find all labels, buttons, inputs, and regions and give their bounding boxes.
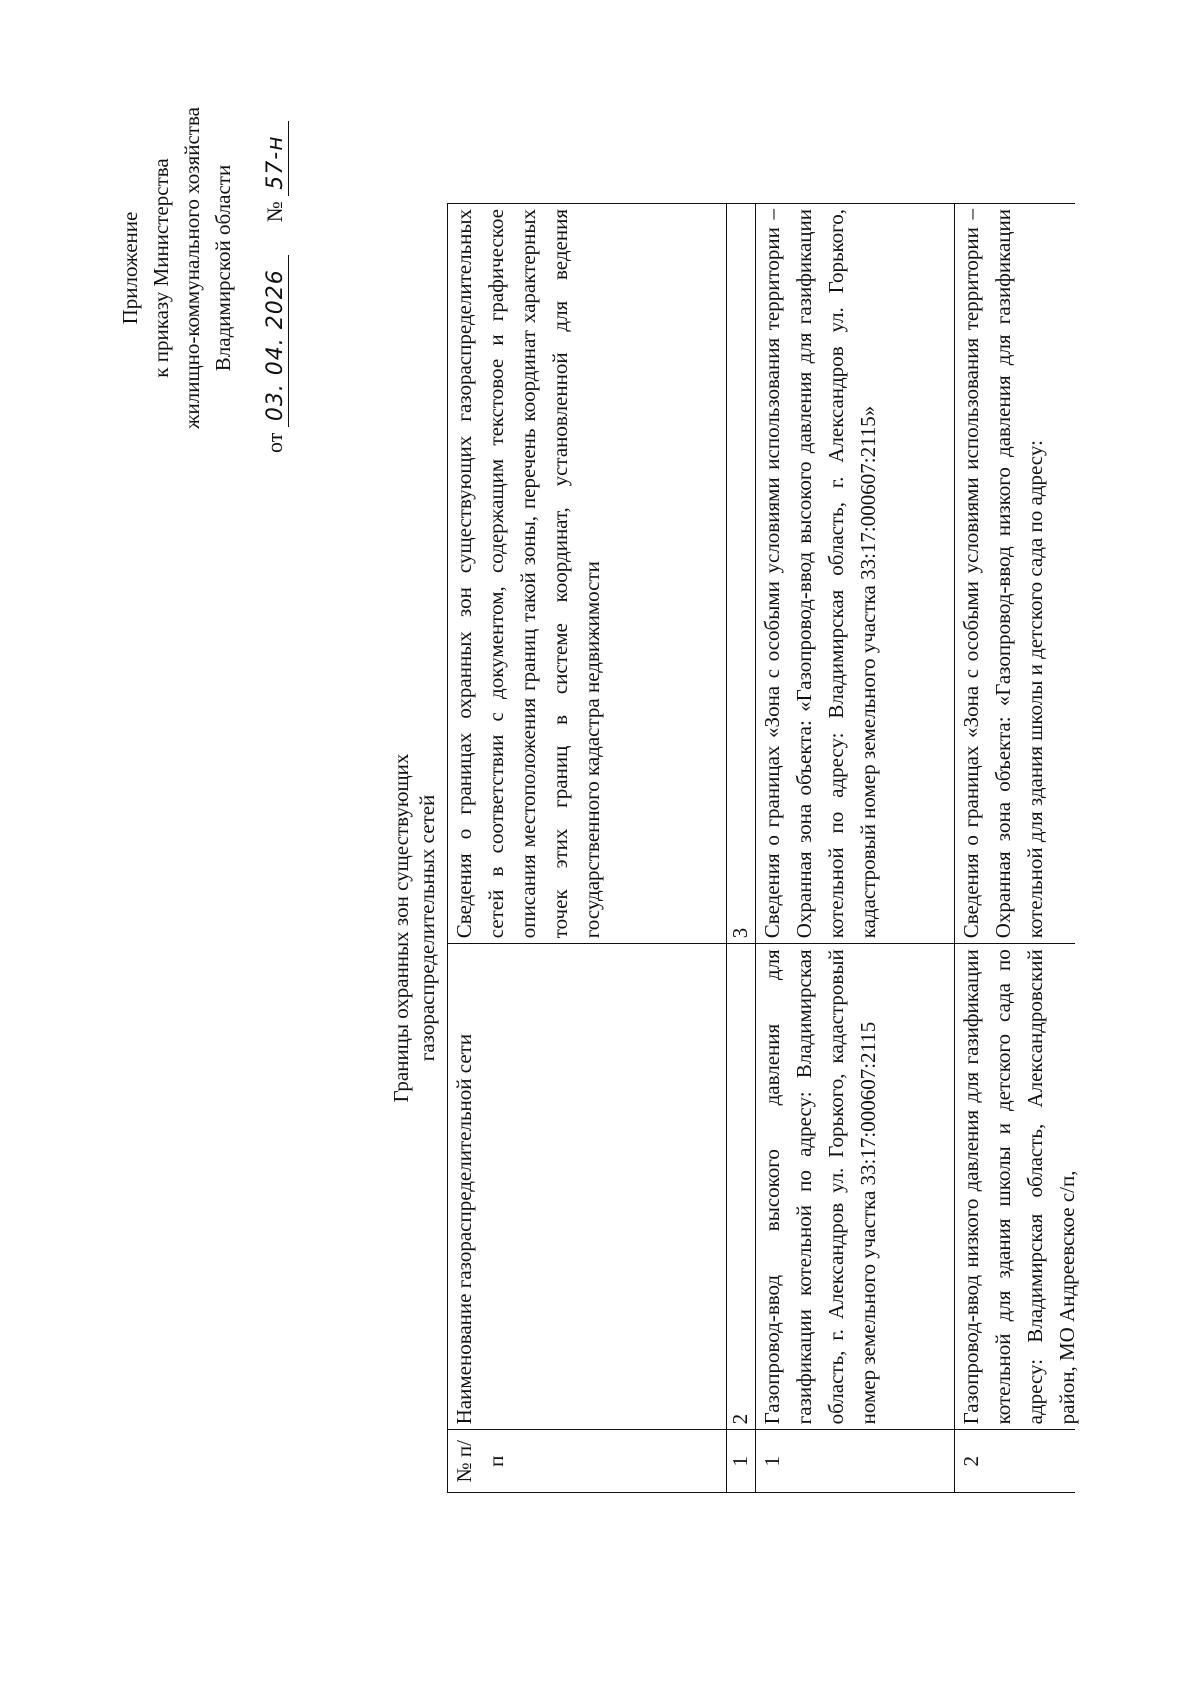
title-line-1: Границы охранных зон существующих [389, 753, 413, 1103]
row-name: Газопровод-ввод высокого давления для газификации котельной по адресу: Владимирская область, г. Александров ул. Горького, кадастровый номер земельного участка 33:17:000607:2115 [756, 944, 955, 1430]
table-row [756, 204, 955, 1493]
table-header-row [448, 204, 727, 1493]
number-label: № [262, 201, 287, 223]
appendix-order-ref: к приказу Министерства [149, 158, 173, 378]
row-name-text: Газопровод-ввод низкого давления для газификации котельной для здания школы и детского сада по адресу: Владимирская область, Александровский район, МО Андреевское с/п, [959, 949, 1079, 1425]
appendix-label: Приложение [118, 211, 142, 325]
index-name: 2 [727, 944, 756, 1430]
title-line-2: газораспределительных сетей [415, 794, 439, 1062]
order-date: 03. 04. 2026 [264, 255, 289, 427]
order-number: 57-н [264, 121, 289, 195]
row-num: 1 [756, 1430, 955, 1493]
index-num: 1 [727, 1430, 756, 1493]
header-name: Наименование газораспределительной сети [448, 944, 727, 1430]
row-num: 2 [955, 1430, 1076, 1493]
appendix-region: Владимирской области [211, 164, 235, 372]
appendix-block [115, 88, 239, 448]
order-date-number [262, 53, 289, 453]
index-info: 3 [727, 204, 756, 944]
appendix-ministry: жилищно-коммунального хозяйства [180, 107, 204, 429]
document-title [388, 578, 440, 1278]
header-info: Сведения о границах охранных зон существующих газораспределительных сетей в соответствии с документом, содержащим текстовое и графическое описания местоположения границ такой зоны, перечень координат характерных точек этих границ в системе координат, установленной для ведения государственного кадастра недвижимости [448, 204, 727, 944]
row-info [955, 204, 1076, 944]
header-num: № п/п [448, 1430, 727, 1493]
row-info: Сведения о границах «Зона с особыми условиями использования территории – Охранная зона объекта: «Газопровод-ввод высокого давления для газификации котельной по адресу: Владимирская область, г. Александров ул. Горького, кадастровый номер земельного участка 33:17:000607:2115» [756, 204, 955, 944]
from-label: от [262, 432, 287, 453]
table-row [955, 204, 1076, 1493]
row-name [955, 944, 1079, 1430]
row-info-text: Сведения о границах «Зона с особыми условиями использования территории – Охранная зона объекта: «Газопровод-ввод низкого давления для газификации котельной для здания школы и детского сада по адресу: [959, 209, 1047, 939]
zones-table [447, 203, 1079, 1493]
table-index-row [727, 204, 756, 1493]
